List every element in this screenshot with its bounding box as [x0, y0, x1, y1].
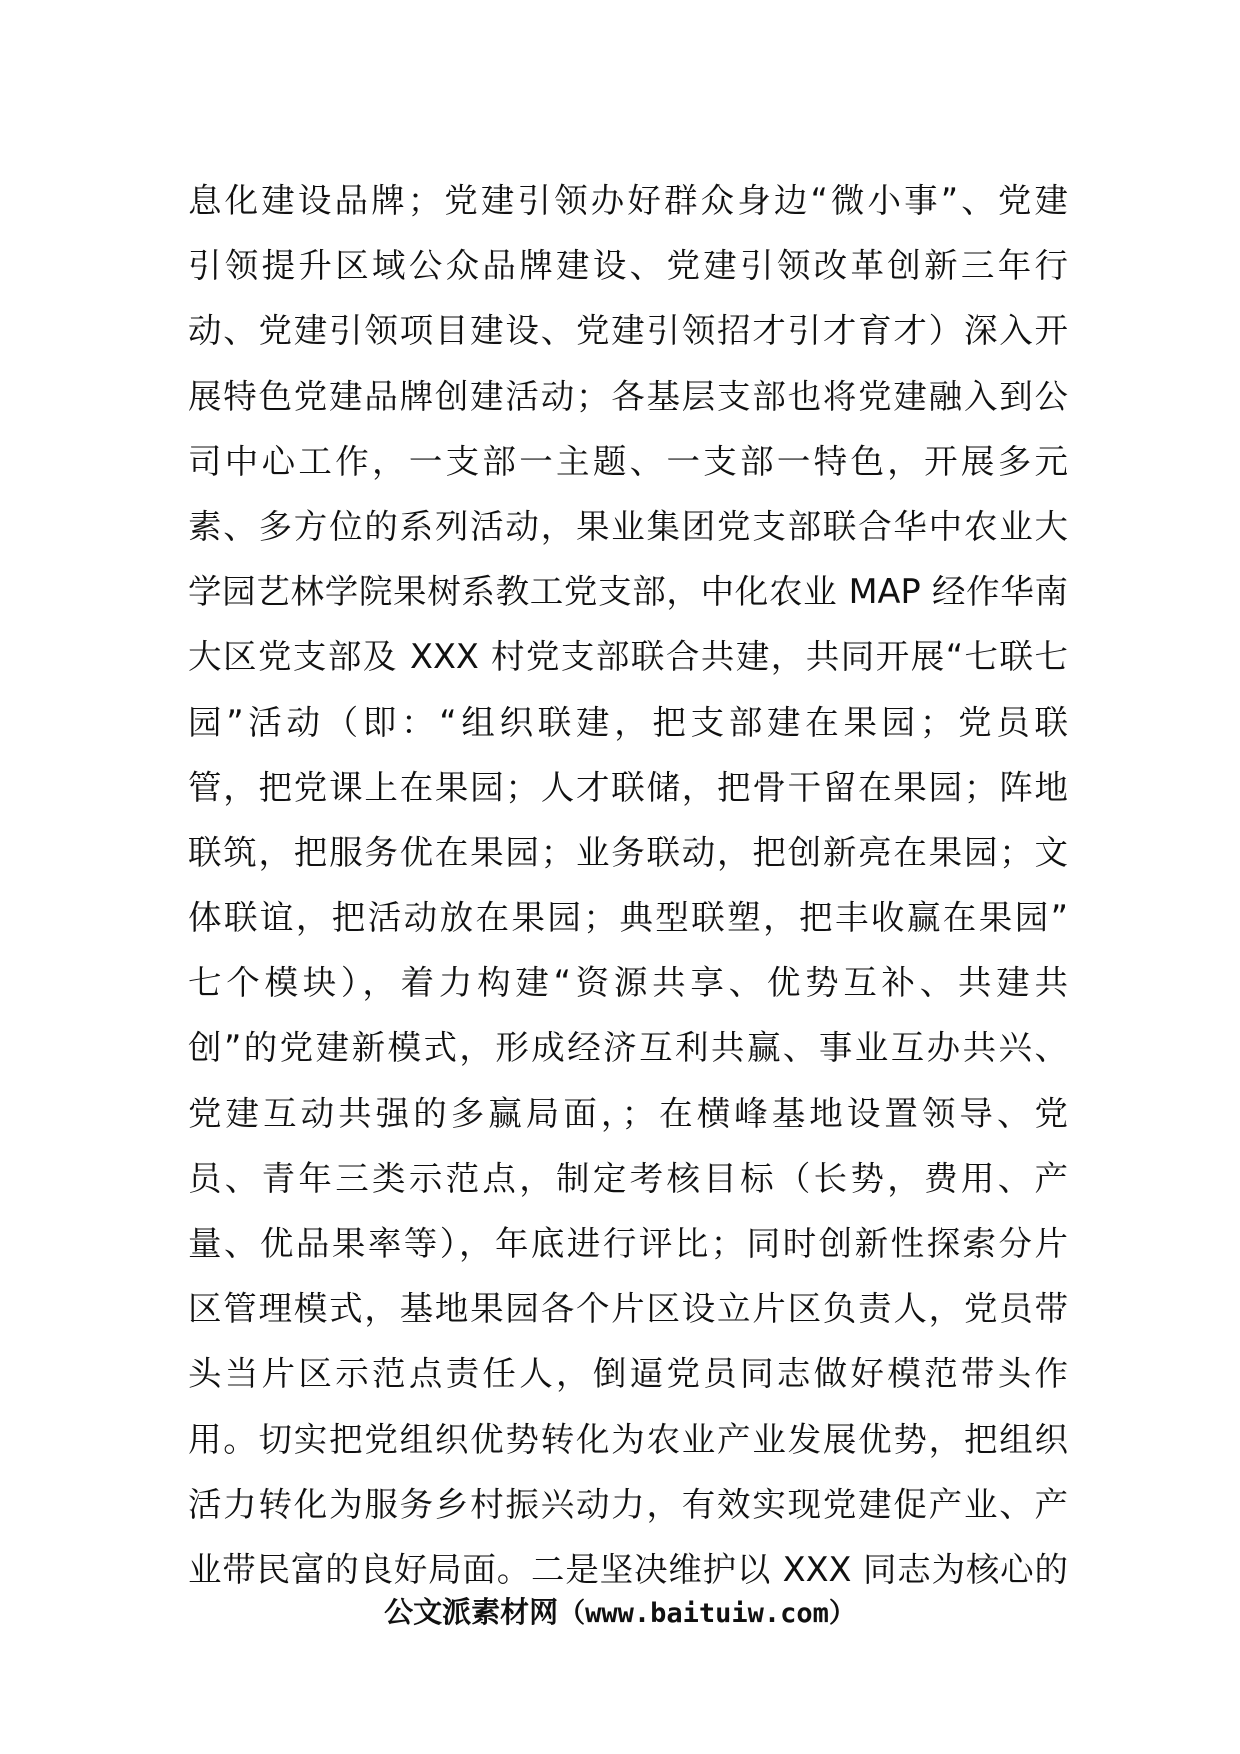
footer-url: （www.baituiw.com） [558, 1598, 856, 1629]
text-line: 动、党建引领项目建设、党建引领招才引才育才）深入开 [188, 311, 1068, 351]
text-line: 展特色党建品牌创建活动；各基层支部也将党建融入到公 [188, 376, 1068, 416]
text-line: 园”活动（即：“组织联建，把支部建在果园；党员联 [188, 702, 1068, 742]
text-line: 用。切实把党组织优势转化为农业产业发展优势，把组织 [188, 1419, 1068, 1459]
text-line: 体联谊，把活动放在果园；典型联塑，把丰收赢在果园” [188, 898, 1068, 938]
text-line: 量、优品果率等），年底进行评比；同时创新性探索分片 [188, 1224, 1068, 1263]
text-line: 息化建设品牌；党建引领办好群众身边“微小事”、党建 [188, 181, 1068, 220]
text-line: 大区党支部及 XXX 村党支部联合共建，共同开展“七联七 [188, 637, 1068, 677]
text-line: 学园艺林学院果树系教工党支部，中化农业 MAP 经作华南 [188, 572, 1068, 612]
text-line: 司中心工作，一支部一主题、一支部一特色，开展多元 [188, 441, 1068, 481]
text-line: 创”的党建新模式，形成经济互利共赢、事业互办共兴、 [188, 1028, 1068, 1068]
text-line: 七个模块），着力构建“资源共享、优势互补、共建共 [188, 963, 1068, 1003]
text-line: 活力转化为服务乡村振兴动力，有效实现党建促产业、产 [188, 1484, 1068, 1524]
text-line: 业带民富的良好局面。二是坚决维护以 XXX 同志为核心的 [188, 1549, 1068, 1589]
page-footer [0, 1592, 1240, 1634]
text-line: 员、青年三类示范点，制定考核目标（长势，费用、产 [188, 1158, 1068, 1198]
footer-site-name: 公文派素材网 [384, 1595, 559, 1629]
text-line: 管，把党课上在果园；人才联储，把骨干留在果园；阵地 [188, 767, 1068, 807]
body-text [188, 168, 1068, 1602]
text-line: 区管理模式，基地果园各个片区设立片区负责人，党员带 [188, 1289, 1068, 1329]
text-line: 联筑，把服务优在果园；业务联动，把创新亮在果园；文 [188, 832, 1068, 872]
text-line: 引领提升区域公众品牌建设、党建引领改革创新三年行 [188, 246, 1068, 286]
text-line: 党建互动共强的多赢局面，；在横峰基地设置领导、党 [188, 1093, 1068, 1133]
text-line: 头当片区示范点责任人，倒逼党员同志做好模范带头作 [188, 1354, 1068, 1394]
text-line: 素、多方位的系列活动，果业集团党支部联合华中农业大 [188, 506, 1068, 546]
